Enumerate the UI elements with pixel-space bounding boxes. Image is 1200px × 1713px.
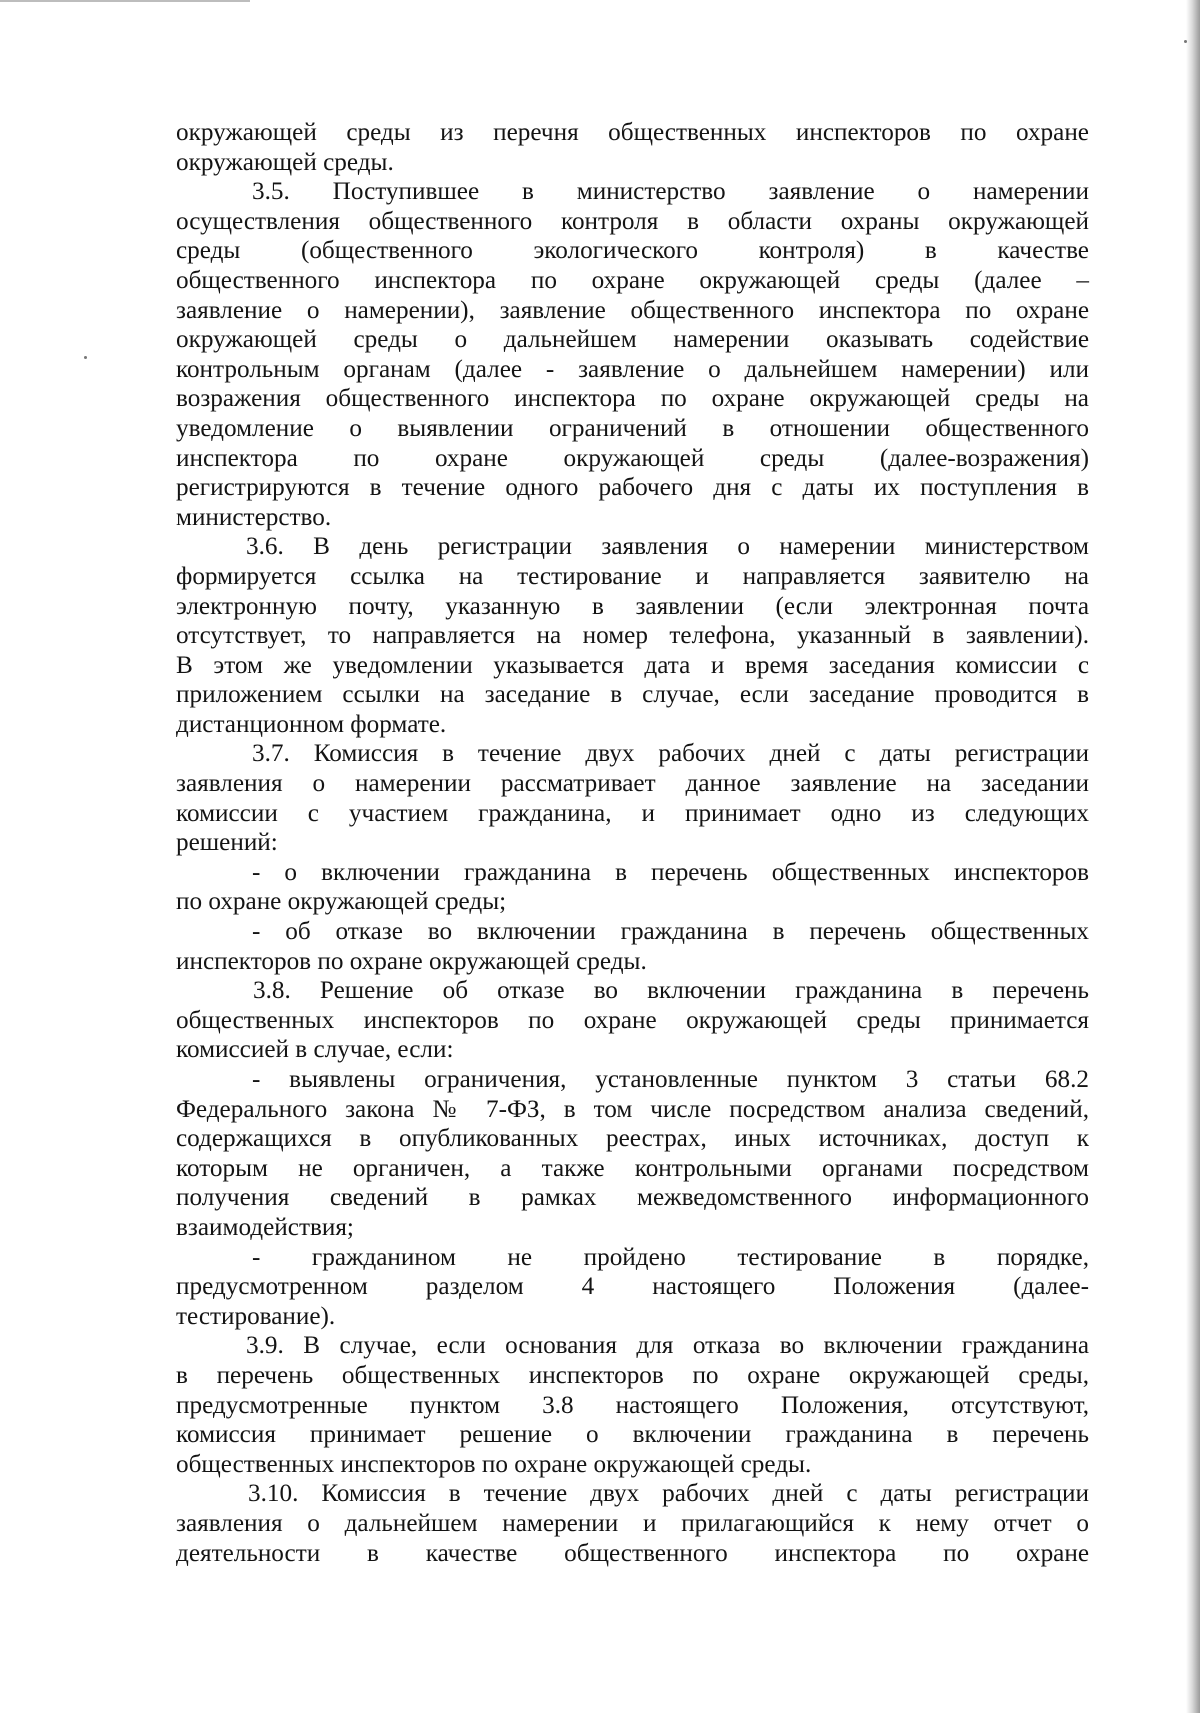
paragraph-3-6-line: отсутствует, то направляется на номер телефона, указанный в заявлении). xyxy=(176,622,1089,650)
paragraph-3-8-line: общественных инспекторов по охране окружающей среды принимается xyxy=(176,1006,1089,1034)
paragraph-3-5-line: регистрируются в течение одного рабочего дня с даты их поступления в xyxy=(176,474,1089,502)
paragraph-3-10-line: 3.10. Комиссия в течение двух рабочих дней с даты регистрации xyxy=(248,1480,1089,1508)
paragraph-3-6-line: 3.6. В день регистрации заявления о намерении министерством xyxy=(246,533,1089,561)
paragraph-3-7-line: комиссии с участием гражданина, и принимает одно из следующих xyxy=(176,799,1089,827)
paragraph-3-7-line: решений: xyxy=(176,829,278,857)
bullet-item-line: тестирование). xyxy=(176,1302,336,1330)
bullet-item-line: - об отказе во включении гражданина в перечень общественных xyxy=(252,918,1089,946)
paragraph-3-5-line: 3.5. Поступившее в министерство заявление о намерении xyxy=(252,178,1089,206)
bullet-item-line: получения сведений в рамках межведомственного информационного xyxy=(176,1184,1089,1212)
paragraph-3-10-line: заявления о дальнейшем намерении и прилагающийся к нему отчет о xyxy=(176,1509,1089,1537)
paragraph-3-6-line: электронную почту, указанную в заявлении (если электронная почта xyxy=(176,592,1089,620)
scan-edge-top xyxy=(0,0,250,2)
paragraph-3-5-line: возражения общественного инспектора по охране окружающей среды на xyxy=(176,385,1089,413)
bullet-item-line: по охране окружающей среды; xyxy=(176,888,507,916)
paragraph-3-10-line: деятельности в качестве общественного инспектора по охране xyxy=(176,1539,1089,1567)
paragraph-3-6-line: дистанционном формате. xyxy=(176,710,447,738)
paragraph-3-5-line: осуществления общественного контроля в области охраны окружающей xyxy=(176,207,1089,235)
paragraph-3-7-line: 3.7. Комиссия в течение двух рабочих дней с даты регистрации xyxy=(252,740,1089,768)
scan-speck xyxy=(1184,40,1187,43)
paragraph-3-8-line: 3.8. Решение об отказе во включении гражданина в перечень xyxy=(253,977,1089,1005)
bullet-item-line: - гражданином не пройдено тестирование в порядке, xyxy=(252,1243,1089,1271)
bullet-item-line: - выявлены ограничения, установленные пунктом 3 статьи 68.2 xyxy=(252,1066,1089,1093)
bullet-item-line: которым не органичен, а также контрольными органами посредством xyxy=(176,1154,1089,1182)
bullet-item-line: взаимодействия; xyxy=(176,1213,354,1241)
bullet-item-line: предусмотренном разделом 4 настоящего Положения (далее- xyxy=(176,1273,1089,1301)
paragraph-3-7-line: заявления о намерении рассматривает данное заявление на заседании xyxy=(176,770,1089,798)
paragraph-3-5-line: заявление о намерении), заявление общественного инспектора по охране xyxy=(176,296,1089,324)
paragraph-3-5-line: контрольным органам (далее - заявление о дальнейшем намерении) или xyxy=(176,355,1089,383)
paragraph-3-5-line: инспектора по охране окружающей среды (далее-возражения) xyxy=(176,444,1089,472)
paragraph-3-6-line: формируется ссылка на тестирование и направляется заявителю на xyxy=(176,562,1089,590)
bullet-item-line: содержащихся в опубликованных реестрах, иных источниках, доступ к xyxy=(176,1125,1089,1153)
paragraph-3-9-line: предусмотренные пунктом 3.8 настоящего Положения, отсутствуют, xyxy=(176,1391,1089,1419)
paragraph-continuation-line: окружающей среды. xyxy=(176,148,394,176)
scan-edge-right xyxy=(1186,0,1200,1713)
paragraph-3-9-line: комиссия принимает решение о включении гражданина в перечень xyxy=(176,1421,1089,1449)
paragraph-3-5-line: министерство. xyxy=(176,503,332,531)
paragraph-3-9-line: в перечень общественных инспекторов по охране окружающей среды, xyxy=(176,1361,1089,1389)
paragraph-3-5-line: среды (общественного экологического контроля) в качестве xyxy=(176,237,1089,265)
scan-speck xyxy=(84,356,87,359)
paragraph-3-5-line: окружающей среды о дальнейшем намерении оказывать содействие xyxy=(176,326,1089,354)
paragraph-3-6-line: В этом же уведомлении указывается дата и время заседания комиссии с xyxy=(176,651,1089,679)
bullet-item-line: - о включении гражданина в перечень общественных инспекторов xyxy=(252,858,1089,886)
paragraph-3-9-line: общественных инспекторов по охране окружающей среды. xyxy=(176,1450,812,1478)
paragraph-3-9-line: 3.9. В случае, если основания для отказа во включении гражданина xyxy=(246,1332,1089,1360)
paragraph-3-5-line: уведомление о выявлении ограничений в отношении общественного xyxy=(176,414,1089,442)
paragraph-3-5-line: общественного инспектора по охране окружающей среды (далее – xyxy=(176,266,1089,294)
document-body xyxy=(176,118,1089,1568)
paragraph-3-8-line: комиссией в случае, если: xyxy=(176,1036,454,1064)
bullet-item-line: Федерального закона № 7-ФЗ, в том числе посредством анализа сведений, xyxy=(176,1095,1089,1123)
paragraph-3-6-line: приложением ссылки на заседание в случае, если заседание проводится в xyxy=(176,681,1089,709)
paragraph-continuation-line: окружающей среды из перечня общественных инспекторов по охране xyxy=(176,119,1089,146)
bullet-item-line: инспекторов по охране окружающей среды. xyxy=(176,947,647,975)
